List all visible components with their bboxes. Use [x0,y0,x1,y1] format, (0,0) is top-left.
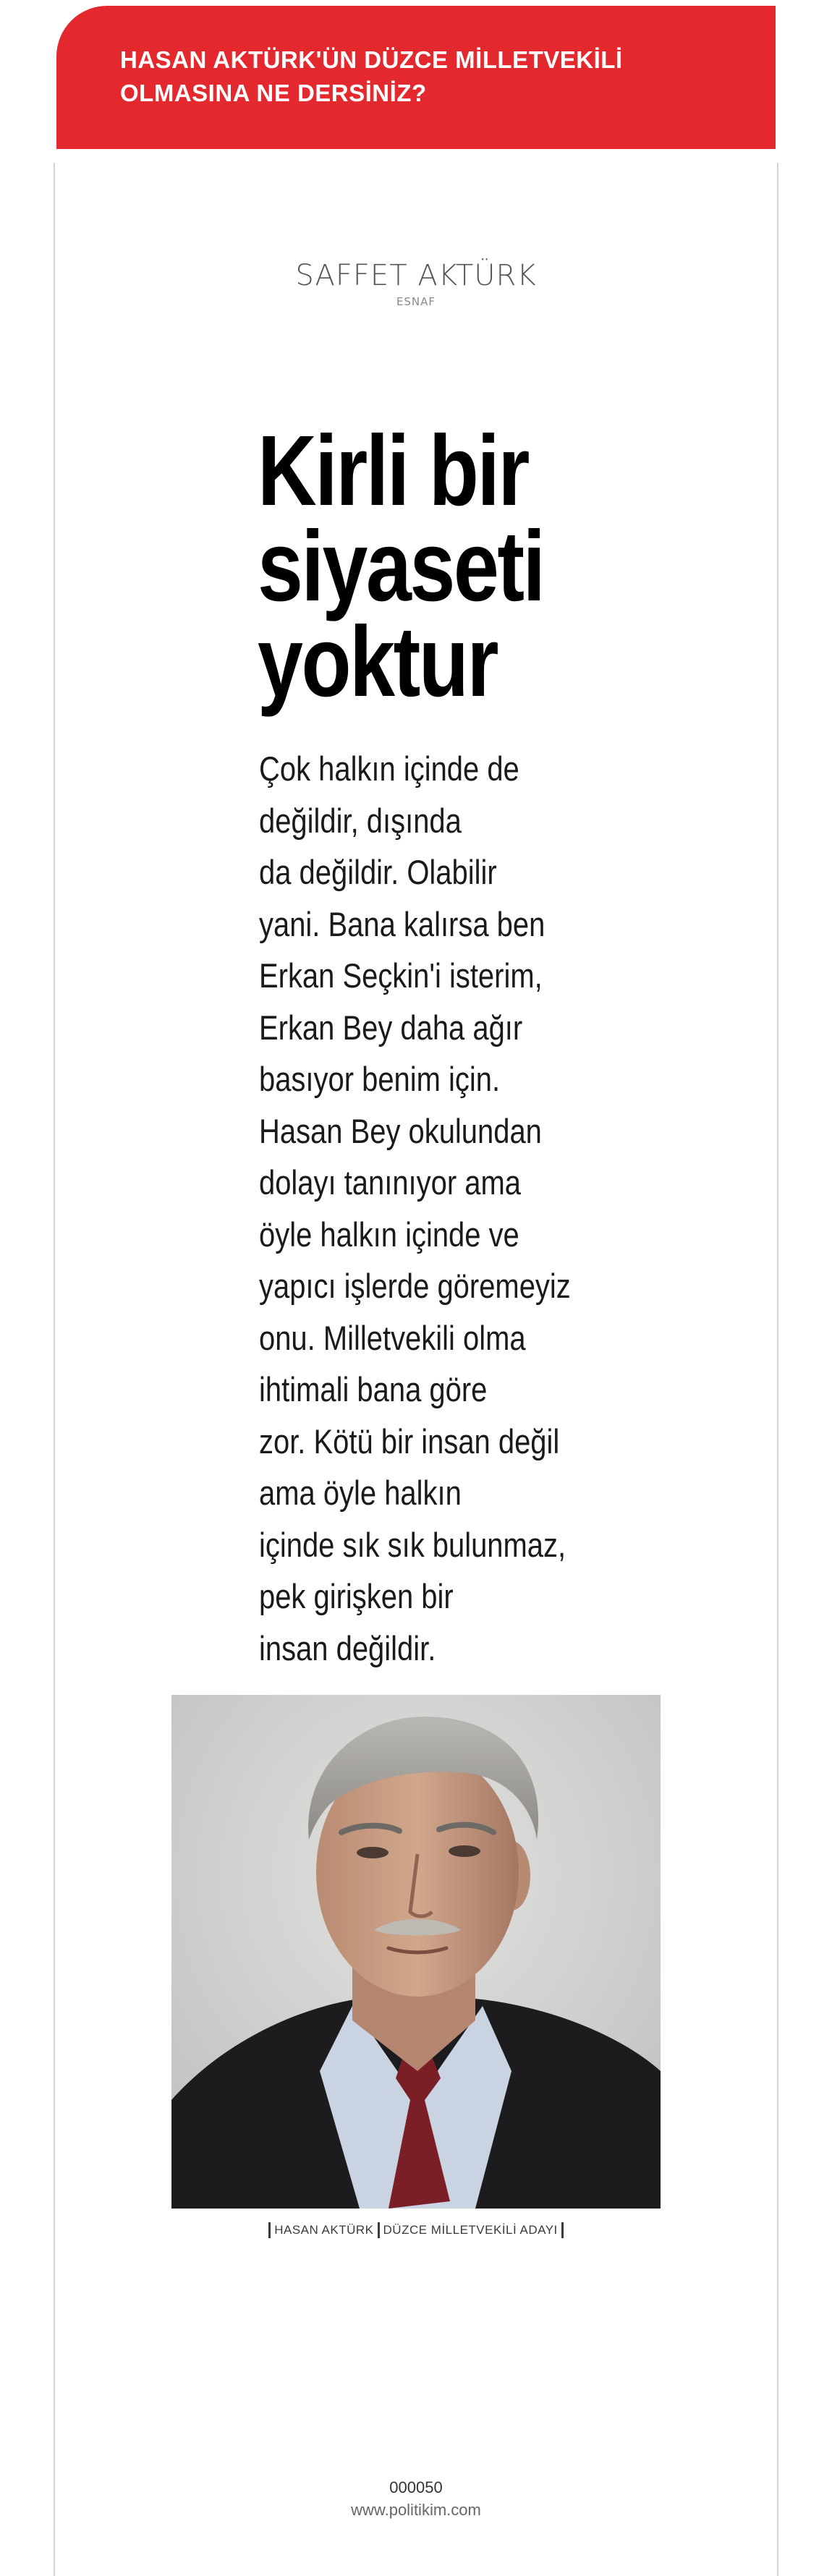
caption-divider [268,2222,271,2238]
body-line: değildir, dışında [259,801,462,840]
body-line: Erkan Seçkin'i isterim, [259,956,543,995]
body-line: insan değildir. [259,1628,436,1667]
page-footer [0,2477,832,2522]
photo-caption [0,2222,832,2238]
author-block [0,258,832,308]
website-link[interactable]: www.politikim.com [351,2501,481,2519]
article-headline [258,415,590,718]
body-line: Erkan Bey daha ağır [259,1008,523,1047]
body-line: yapıcı işlerde göremeyiz [259,1267,571,1305]
body-line: ihtimali bana göre [259,1370,488,1408]
body-line: içinde sık sık bulunmaz, [259,1525,566,1564]
caption-divider [561,2222,564,2238]
body-line: zor. Kötü bir insan değil [259,1421,560,1461]
banner-question [120,43,713,110]
headline-line: siyaseti [258,511,544,622]
body-line: onu. Milletvekili olma [259,1318,526,1357]
body-line: da değildir. Olabilir [259,853,497,891]
body-line: ama öyle halkın [259,1474,462,1512]
banner-line-1: HASAN AKTÜRK'ÜN DÜZCE MİLLETVEKİLİ [120,46,623,73]
portrait-photo-icon [171,1695,661,2209]
right-page-rule [777,163,778,2576]
banner-line-2: OLMASINA NE DERSİNİZ? [120,80,427,106]
author-role: ESNAF [396,295,436,308]
caption-name: HASAN AKTÜRK [274,2223,374,2237]
body-line: Çok halkın içinde de [259,749,519,788]
headline-line: yoktur [258,606,498,718]
body-line: dolayı tanınıyor ama [259,1163,521,1202]
article-body [259,743,603,1674]
page-number: 000050 [389,2478,443,2496]
body-line: pek girişken bir [259,1577,454,1615]
body-line: Hasan Bey okulundan [259,1111,542,1150]
headline-line: Kirli bir [258,415,528,527]
body-line: basıyor benim için. [259,1060,501,1098]
author-name: SAFFET AKTÜRK [295,259,537,292]
body-line: yani. Bana kalırsa ben [259,904,546,943]
portrait-photo [171,1695,661,2209]
header-banner [56,6,776,149]
body-line: öyle halkın içinde ve [259,1215,519,1254]
caption-title: DÜZCE MİLLETVEKİLİ ADAYI [383,2223,558,2237]
caption-divider [378,2222,380,2238]
left-page-rule [54,163,55,2576]
